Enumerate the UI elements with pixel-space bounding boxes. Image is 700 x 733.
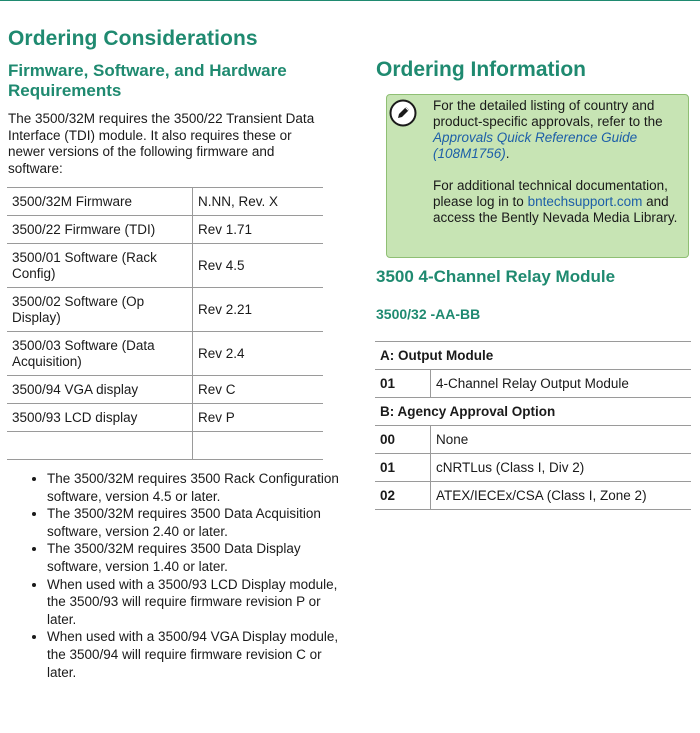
table-row	[375, 370, 691, 398]
table-row	[7, 288, 323, 332]
req-item: 3500/93 LCD display	[7, 404, 193, 432]
req-version: Rev 2.21	[193, 288, 324, 332]
option-code: 02	[375, 482, 431, 510]
list-item: • The 3500/32M requires 3500 Data Acquisition software, version 2.40 or later.	[47, 505, 347, 540]
table-row	[7, 332, 323, 376]
ordering-information-heading: Ordering Information	[376, 58, 586, 81]
req-item: 3500/01 Software (Rack Config)	[7, 244, 193, 288]
option-b-header: B: Agency Approval Option	[375, 398, 691, 426]
table-row	[375, 454, 691, 482]
req-version: Rev 1.71	[193, 216, 324, 244]
module-heading: 3500 4-Channel Relay Module	[376, 267, 616, 286]
list-item: • When used with a 3500/93 LCD Display module, the 3500/93 will require firmware revision P or later.	[47, 576, 347, 629]
option-a-header: A: Output Module	[375, 342, 691, 370]
req-version: Rev C	[193, 376, 324, 404]
ordering-considerations-heading: Ordering Considerations	[8, 27, 258, 50]
option-desc: None	[431, 426, 692, 454]
list-item: • The 3500/32M requires 3500 Rack Configuration software, version 4.5 or later.	[47, 470, 347, 505]
firmware-requirements-table	[7, 187, 323, 460]
option-code: 00	[375, 426, 431, 454]
requirements-subheading: Firmware, Software, and Hardware Requirements	[8, 61, 287, 100]
table-row	[7, 376, 323, 404]
req-version: N.NN, Rev. X	[193, 188, 324, 216]
bntechsupport-link[interactable]: bntechsupport.com	[527, 194, 643, 209]
note-text-part: .	[505, 146, 510, 161]
req-version: Rev 4.5	[193, 244, 324, 288]
pencil-icon	[389, 99, 417, 127]
table-row	[7, 404, 323, 432]
ordering-options-table	[375, 341, 691, 510]
req-item: 3500/02 Software (Op Display)	[7, 288, 193, 332]
approvals-guide-link[interactable]: Approvals Quick Reference Guide (108M1756)	[433, 130, 638, 161]
table-row-header	[375, 342, 691, 370]
note-text-part: and access the Bently Nevada Media Library.	[433, 194, 678, 225]
req-item	[7, 432, 193, 460]
table-row-header	[375, 398, 691, 426]
option-desc: ATEX/IECEx/CSA (Class I, Zone 2)	[431, 482, 692, 510]
table-row-empty	[7, 432, 323, 460]
req-version: Rev 2.4	[193, 332, 324, 376]
req-item: 3500/94 VGA display	[7, 376, 193, 404]
table-row	[7, 216, 323, 244]
requirements-bullet-list	[27, 470, 347, 681]
note-text-part: For additional technical documentation, please log in to	[433, 178, 668, 209]
table-row	[375, 426, 691, 454]
top-rule	[0, 0, 700, 1]
req-item: 3500/03 Software (Data Acquisition)	[7, 332, 193, 376]
table-row	[7, 244, 323, 288]
req-item: 3500/22 Firmware (TDI)	[7, 216, 193, 244]
table-row	[7, 188, 323, 216]
req-version	[193, 432, 324, 460]
part-number: 3500/32 -AA-BB	[376, 306, 481, 322]
note-text	[433, 98, 685, 242]
list-item: • When used with a 3500/94 VGA Display module, the 3500/94 will require firmware revision C or later.	[47, 628, 347, 681]
req-version: Rev P	[193, 404, 324, 432]
note-paragraph-support	[433, 178, 685, 226]
list-item: • The 3500/32M requires 3500 Data Display software, version 1.40 or later.	[47, 540, 347, 575]
note-text-part: For the detailed listing of country and product-specific approvals, refer to the	[433, 98, 663, 129]
requirements-intro: The 3500/32M requires the 3500/22 Transient Data Interface (TDI) module. It also requires these or newer versions of the following firmware and software:	[8, 111, 315, 176]
option-code: 01	[375, 370, 431, 398]
option-code: 01	[375, 454, 431, 482]
option-desc: 4-Channel Relay Output Module	[431, 370, 692, 398]
note-paragraph-approvals	[433, 98, 685, 162]
option-desc: cNRTLus (Class I, Div 2)	[431, 454, 692, 482]
req-item: 3500/32M Firmware	[7, 188, 193, 216]
table-row	[375, 482, 691, 510]
